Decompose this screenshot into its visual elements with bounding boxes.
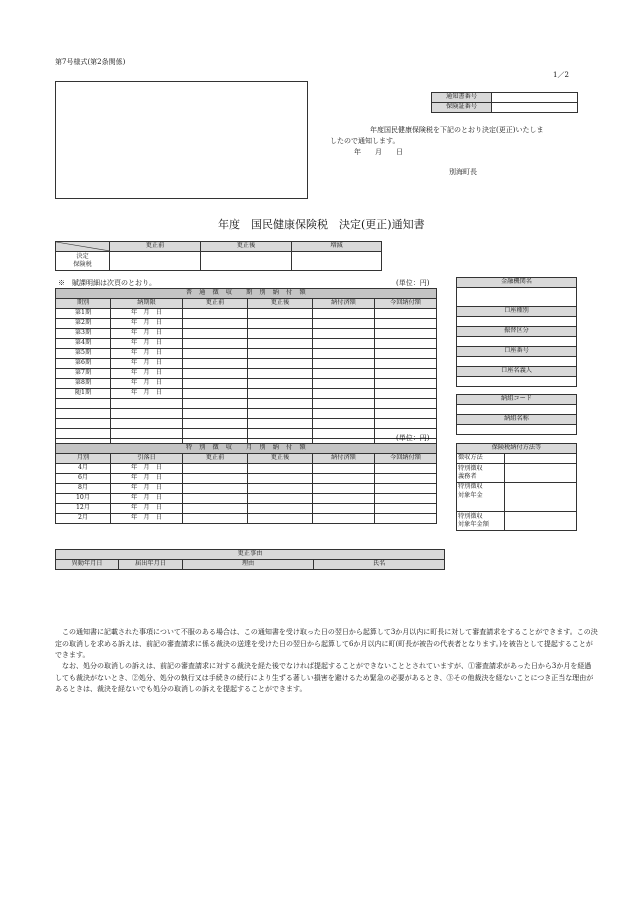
table-row	[56, 389, 437, 399]
cell-current	[375, 369, 437, 379]
special-collection-table	[55, 443, 437, 524]
cell-before	[183, 329, 248, 339]
cell-paid	[313, 504, 375, 514]
summary-header-diff: 増減	[292, 242, 382, 252]
special-band: 特 別 徴 収 月 別 納 付 額	[56, 444, 437, 454]
cell-paid	[313, 369, 375, 379]
normal-header-before: 更正前	[183, 299, 248, 309]
table-row	[56, 464, 437, 474]
cell-current	[375, 309, 437, 319]
diagonal-line-icon	[56, 242, 110, 251]
cell-current	[375, 389, 437, 399]
cell-after	[248, 464, 313, 474]
cell-before	[183, 389, 248, 399]
payment-code-value	[457, 405, 577, 415]
cell-label	[56, 409, 111, 419]
payment-code-table	[456, 394, 577, 435]
table-row	[56, 369, 437, 379]
table-row	[56, 474, 437, 484]
appeal-note-1: この通知書に記載された事項について不服のある場合は、この通知書を受け取った日の翌日から起算して3か月以内に町長に対して審査請求をすることができます。この決定の取消しを求める訴えは、前記の審査請求に係る裁決の送達を受けた日の翌日から起算して6か月以内に町(町長が被告の代表者となります。)を被告として提起することができます。	[55, 628, 598, 659]
normal-header-after: 更正後	[248, 299, 313, 309]
method-row-label: 徴収方法	[457, 454, 505, 464]
cell-paid	[313, 329, 375, 339]
cell-current	[375, 504, 437, 514]
cell-paid	[313, 464, 375, 474]
cell-after	[248, 484, 313, 494]
table-row	[56, 349, 437, 359]
cell-date: 年 月 日	[111, 359, 183, 369]
cell-after	[248, 494, 313, 504]
pension-amount-value	[505, 512, 577, 531]
cell-before	[183, 419, 248, 429]
cell-after	[248, 339, 313, 349]
cell-current	[375, 464, 437, 474]
cell-date: 年 月 日	[111, 309, 183, 319]
reason-header-reason: 理由	[183, 560, 314, 570]
notice-number-table	[431, 92, 578, 113]
cell-label: 2月	[56, 514, 111, 524]
cell-before	[183, 514, 248, 524]
normal-collection-table	[55, 288, 437, 449]
cell-date: 年 月 日	[111, 484, 183, 494]
pension-label: 特別徴収 対象年金	[457, 483, 505, 512]
cell-label	[56, 429, 111, 439]
cell-before	[183, 339, 248, 349]
reason-title: 更正事由	[56, 550, 445, 560]
cell-after	[248, 349, 313, 359]
table-row	[56, 329, 437, 339]
account-name-value	[457, 377, 577, 387]
cell-date: 年 月 日	[111, 339, 183, 349]
cell-current	[375, 399, 437, 409]
cell-after	[248, 504, 313, 514]
summary-header-after: 更正後	[201, 242, 292, 252]
account-type-value	[457, 317, 577, 327]
cell-label: 10月	[56, 494, 111, 504]
cell-label: 第5期	[56, 349, 111, 359]
cell-after	[248, 319, 313, 329]
cell-date: 年 月 日	[111, 514, 183, 524]
cell-after	[248, 429, 313, 439]
cell-label: 第1期	[56, 309, 111, 319]
cell-current	[375, 514, 437, 524]
reason-header-change-date: 異動年月日	[56, 560, 119, 570]
summary-row-label: 決定 保険税	[56, 252, 110, 271]
issuer: 別海町長	[449, 168, 477, 176]
cell-date: 年 月 日	[111, 379, 183, 389]
cell-current	[375, 359, 437, 369]
cell-current	[375, 329, 437, 339]
cell-paid	[313, 494, 375, 504]
cell-date: 年 月 日	[111, 494, 183, 504]
cell-label: 第6期	[56, 359, 111, 369]
cell-before	[183, 409, 248, 419]
cell-label: 第4期	[56, 339, 111, 349]
cell-label: 6月	[56, 474, 111, 484]
cell-before	[183, 399, 248, 409]
table-row	[56, 514, 437, 524]
cell-current	[375, 419, 437, 429]
cell-current	[375, 379, 437, 389]
unit-label-1: (単位：円)	[396, 279, 430, 287]
cell-paid	[313, 379, 375, 389]
cell-paid	[313, 399, 375, 409]
cell-paid	[313, 349, 375, 359]
transfer-label: 振替区分	[457, 327, 577, 337]
normal-band: 普 通 徴 収 期 別 納 付 額	[56, 289, 437, 299]
cell-before	[183, 309, 248, 319]
table-row	[56, 319, 437, 329]
payment-name-label: 納組名称	[457, 415, 577, 425]
cell-before	[183, 494, 248, 504]
cell-before	[183, 474, 248, 484]
special-header-debit: 引落日	[111, 454, 183, 464]
table-row	[56, 504, 437, 514]
cell-date: 年 月 日	[111, 349, 183, 359]
appeal-note-2: なお、処分の取消しの訴えは、前記の審査請求に対する裁決を経た後でなければ提起することができないこととされていますが、①審査請求があった日から3か月を経過しても裁決がないとき、②処分、処分の執行又は手続きの続行により生ずる著しい損害を避けるため緊急の必要があるとき、③その他裁決を経ないことにつき正当な理由があるときは、裁決を経ないでも処分の取消しの訴えを提起することができます。	[55, 662, 594, 693]
cell-date	[111, 409, 183, 419]
table-row	[56, 399, 437, 409]
withholder-label: 特別徴収 義務者	[457, 464, 505, 483]
cell-after	[248, 379, 313, 389]
form-id: 第7号様式(第2条関係)	[55, 58, 126, 66]
cell-label: 第7期	[56, 369, 111, 379]
table-row	[56, 309, 437, 319]
cell-after	[248, 409, 313, 419]
cell-current	[375, 474, 437, 484]
cell-date	[111, 429, 183, 439]
cell-paid	[313, 514, 375, 524]
table-row	[56, 429, 437, 439]
cell-current	[375, 319, 437, 329]
cell-current	[375, 409, 437, 419]
special-header-paid: 納付済額	[313, 454, 375, 464]
cell-before	[183, 349, 248, 359]
cell-after	[248, 419, 313, 429]
cell-date: 年 月 日	[111, 389, 183, 399]
notice-number-label: 通知書番号	[432, 93, 492, 103]
account-number-label: 口座番号	[457, 347, 577, 357]
cell-paid	[313, 339, 375, 349]
cell-paid	[313, 409, 375, 419]
cell-after	[248, 359, 313, 369]
special-header-before: 更正前	[183, 454, 248, 464]
account-type-label: 口座種別	[457, 307, 577, 317]
summary-table	[55, 241, 382, 271]
payment-method-table	[456, 443, 577, 531]
cell-label: 第8期	[56, 379, 111, 389]
cell-after	[248, 399, 313, 409]
cell-before	[183, 319, 248, 329]
cell-after	[248, 329, 313, 339]
unit-label-2: (単位：円)	[396, 434, 430, 442]
cell-label: 第2期	[56, 319, 111, 329]
table-row	[56, 494, 437, 504]
normal-header-period: 期別	[56, 299, 111, 309]
normal-header-current: 今回納付額	[375, 299, 437, 309]
summary-header-before: 更正前	[110, 242, 201, 252]
cell-after	[248, 309, 313, 319]
cell-date	[111, 399, 183, 409]
table-row	[56, 409, 437, 419]
cell-paid	[313, 419, 375, 429]
cell-before	[183, 369, 248, 379]
issue-date: 年 月 日	[354, 148, 403, 156]
bank-name-value	[457, 288, 577, 307]
reason-header-name: 氏名	[314, 560, 445, 570]
cell-date	[111, 419, 183, 429]
cell-paid	[313, 309, 375, 319]
summary-after-value	[201, 252, 292, 271]
cell-current	[375, 494, 437, 504]
table-row	[56, 359, 437, 369]
cell-date: 年 月 日	[111, 464, 183, 474]
cell-current	[375, 339, 437, 349]
cell-current	[375, 349, 437, 359]
table-row	[56, 484, 437, 494]
cell-date: 年 月 日	[111, 474, 183, 484]
reason-table	[55, 549, 445, 570]
cell-paid	[313, 359, 375, 369]
table-row	[56, 379, 437, 389]
cell-label: 8月	[56, 484, 111, 494]
method-row-value	[505, 454, 577, 464]
cell-paid	[313, 389, 375, 399]
cell-after	[248, 389, 313, 399]
cell-label	[56, 399, 111, 409]
cell-label: 4月	[56, 464, 111, 474]
special-header-month: 月別	[56, 454, 111, 464]
cell-paid	[313, 474, 375, 484]
special-header-after: 更正後	[248, 454, 313, 464]
notice-number-value	[492, 93, 578, 103]
pension-value	[505, 483, 577, 512]
insurance-number-label: 保険証番号	[432, 103, 492, 113]
cell-current	[375, 484, 437, 494]
cell-date: 年 月 日	[111, 504, 183, 514]
intro-line-2: したので通知します。	[330, 137, 400, 145]
cell-label	[56, 419, 111, 429]
withholder-value	[505, 464, 577, 483]
cell-after	[248, 369, 313, 379]
table-row	[56, 419, 437, 429]
cell-after	[248, 474, 313, 484]
cell-label: 第3期	[56, 329, 111, 339]
breakdown-note: ※ 賦課明細は次頁のとおり。	[58, 279, 156, 287]
special-header-current: 今回納付額	[375, 454, 437, 464]
normal-header-due: 納期限	[111, 299, 183, 309]
summary-before-value	[110, 252, 201, 271]
payment-method-title: 保険税納付方法等	[457, 444, 577, 454]
pension-amount-label: 特別徴収 対象年金額	[457, 512, 505, 531]
payment-name-value	[457, 425, 577, 435]
address-window	[55, 81, 308, 199]
cell-before	[183, 504, 248, 514]
cell-after	[248, 514, 313, 524]
summary-diff-value	[292, 252, 382, 271]
cell-paid	[313, 319, 375, 329]
page-number: 1／2	[553, 71, 569, 79]
account-number-value	[457, 357, 577, 367]
cell-before	[183, 464, 248, 474]
cell-paid	[313, 429, 375, 439]
intro-line-1: 年度国民健康保険税を下記のとおり決定(更正)いたしま	[370, 126, 544, 134]
bank-name-label: 金融機関名	[457, 278, 577, 288]
cell-before	[183, 379, 248, 389]
account-name-label: 口座名義人	[457, 367, 577, 377]
transfer-value	[457, 337, 577, 347]
cell-date: 年 月 日	[111, 319, 183, 329]
table-row	[56, 339, 437, 349]
cell-date: 年 月 日	[111, 329, 183, 339]
cell-before	[183, 429, 248, 439]
cell-date: 年 月 日	[111, 369, 183, 379]
cell-paid	[313, 484, 375, 494]
cell-before	[183, 359, 248, 369]
cell-label: 12月	[56, 504, 111, 514]
page-title: 年度 国民健康保険税 決定(更正)通知書	[218, 218, 425, 231]
normal-header-paid: 納付済額	[313, 299, 375, 309]
cell-before	[183, 484, 248, 494]
reason-header-filing-date: 届出年月日	[119, 560, 183, 570]
cell-label: 随1期	[56, 389, 111, 399]
payment-code-label: 納組コード	[457, 395, 577, 405]
bank-table	[456, 277, 577, 387]
insurance-number-value	[492, 103, 578, 113]
summary-corner	[56, 242, 110, 252]
